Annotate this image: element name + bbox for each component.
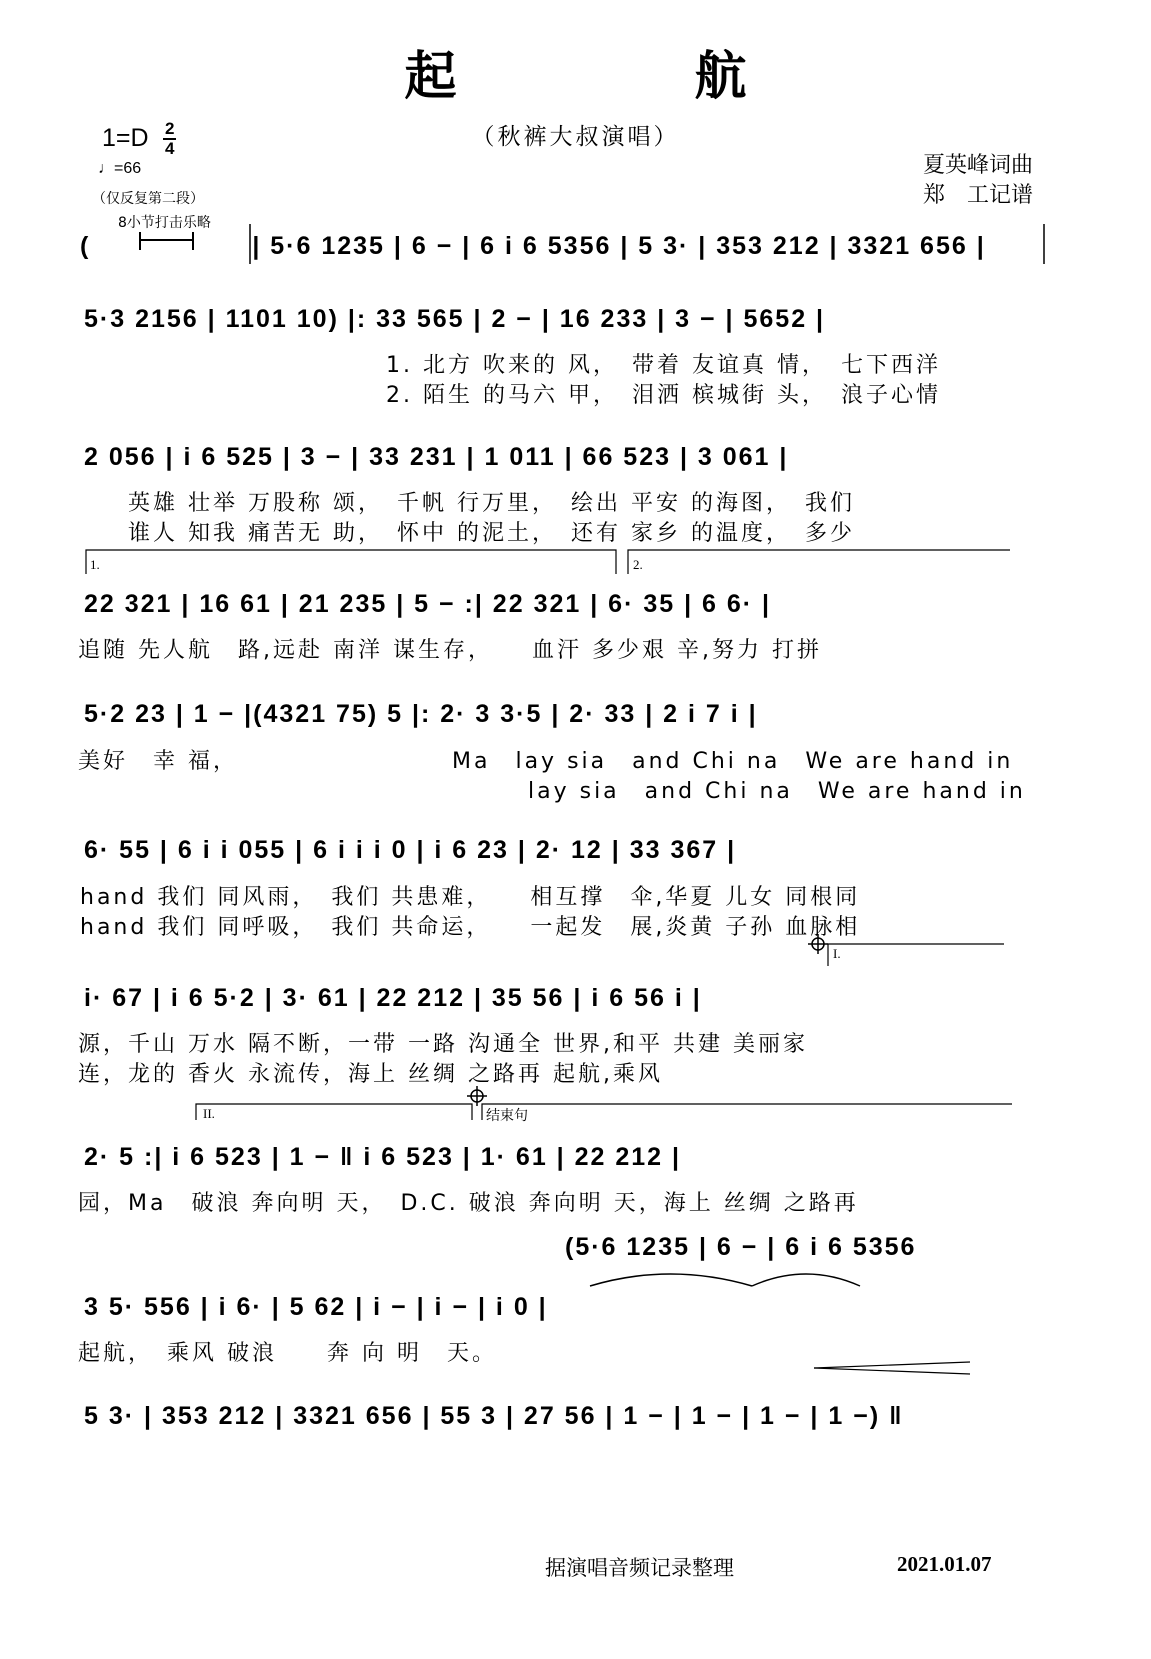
repeat-note: （仅反复第二段） xyxy=(92,191,204,207)
lyric-line: 源，千山 万水 隔不断，一带 一路 沟通全 世界,和平 共建 美丽家 xyxy=(78,1032,808,1057)
lyric-line: hand 我们 同风雨， 我们 共患难， 相互撑 伞,华夏 儿女 同根同 xyxy=(80,885,861,910)
ending-1-label: I. xyxy=(833,946,841,961)
time-signature-bottom: 4 xyxy=(165,139,175,158)
volta-2-label: 2. xyxy=(633,557,643,572)
key-signature: 1=D xyxy=(102,124,149,152)
notation-line: 2· 5 :| i 6 523 | 1 − ‖ i 6 523 | 1· 61 | 22 212 | xyxy=(84,1143,682,1171)
ending-2-label: II. xyxy=(203,1106,215,1121)
volta-1-label: 1. xyxy=(90,557,100,572)
lyric-line: 园，Ma 破浪 奔向明 天， D.C. 破浪 奔向明 天，海上 丝绸 之路再 xyxy=(78,1191,859,1216)
date-stamp: 2021.01.07 xyxy=(897,1552,992,1576)
notation-line: (5·6 1235 | 6 − | 6 i 6 5356 xyxy=(565,1233,917,1261)
notation-line: ( | 5·6 1235 | 6 − | 6 i 6 5356 | 5 3· | 353 212 | 3321 656 | xyxy=(80,232,986,260)
footer-note: 据演唱音频记录整理 xyxy=(545,1556,734,1580)
song-title: 起 航 xyxy=(404,46,857,107)
notation-line: 6· 55 | 6 i i 055 | 6 i i i 0 | i 6 23 | 2· 12 | 33 367 | xyxy=(84,836,737,864)
lyric-line: 连，龙的 香火 永流传，海上 丝绸 之路再 起航,乘风 xyxy=(78,1062,663,1087)
volta-brackets xyxy=(80,548,1080,578)
lyric-line: lay sia and Chi na We are hand in xyxy=(78,779,1026,804)
tie-arcs xyxy=(580,1262,880,1292)
percussion-note: 8小节打击乐略 xyxy=(118,215,211,231)
lyric-line: 追随 先人航 路,远赴 南洋 谋生存， 血汗 多少艰 辛,努力 打拼 xyxy=(78,638,822,663)
composer-credit: 夏英峰词曲 xyxy=(923,153,1034,178)
notator-credit: 郑 工记谱 xyxy=(923,183,1034,208)
notation-line: 2 056 | i 6 525 | 3 − | 33 231 | 1 011 | 66 523 | 3 061 | xyxy=(84,443,789,471)
lyric-line: 起航， 乘风 破浪 奔 向 明 天。 xyxy=(78,1341,497,1366)
lyric-line: 英雄 壮举 万股称 颂， 千帆 行万里， 绘出 平安 的海图， 我们 xyxy=(128,491,855,516)
notation-line: 5·2 23 | 1 − |(4321 75) 5 |: 2· 3 3·5 | 2· 33 | 2 i 7 i | xyxy=(84,700,758,728)
coda-label: 结束句 xyxy=(486,1108,528,1124)
notation-line: 22 321 | 16 61 | 21 235 | 5 − :| 22 321 | 6· 35 | 6 6· | xyxy=(84,590,772,618)
lyric-line: 2. 陌生 的马六 甲， 泪洒 槟城街 头， 浪子心情 xyxy=(386,383,941,408)
lyric-line: hand 我们 同呼吸， 我们 共命运， 一起发 展,炎黄 子孙 血脉相 xyxy=(80,915,861,940)
lyric-line: 美好 幸 福， Ma lay sia and Chi na We are hand in xyxy=(78,749,1014,774)
lyric-line: 1. 北方 吹来的 风， 带着 友谊真 情， 七下西洋 xyxy=(386,353,941,378)
notation-line: 5·3 2156 | 1101 10) |: 33 565 | 2 − | 16 233 | 3 − | 5652 | xyxy=(84,305,826,333)
time-signature xyxy=(163,120,176,158)
notation-line: i· 67 | i 6 5·2 | 3· 61 | 22 212 | 35 56 | i 6 56 i | xyxy=(84,984,702,1012)
notation-line: 5 3· | 353 212 | 3321 656 | 55 3 | 27 56 | 1 − | 1 − | 1 − | 1 −) ‖ xyxy=(84,1402,904,1430)
time-signature-top: 2 xyxy=(165,119,175,138)
performer-subtitle: （秋裤大叔演唱） xyxy=(471,124,680,150)
tempo-marking: ♩=66 xyxy=(98,160,142,177)
ending-2-bracket xyxy=(190,1084,1020,1124)
lyric-line: 谁人 知我 痛苦无 助， 怀中 的泥土， 还有 家乡 的温度， 多少 xyxy=(128,521,855,546)
decrescendo-mark xyxy=(810,1358,980,1388)
notation-line: 3 5· 556 | i 6· | 5 62 | i − | i − | i 0 | xyxy=(84,1293,548,1321)
